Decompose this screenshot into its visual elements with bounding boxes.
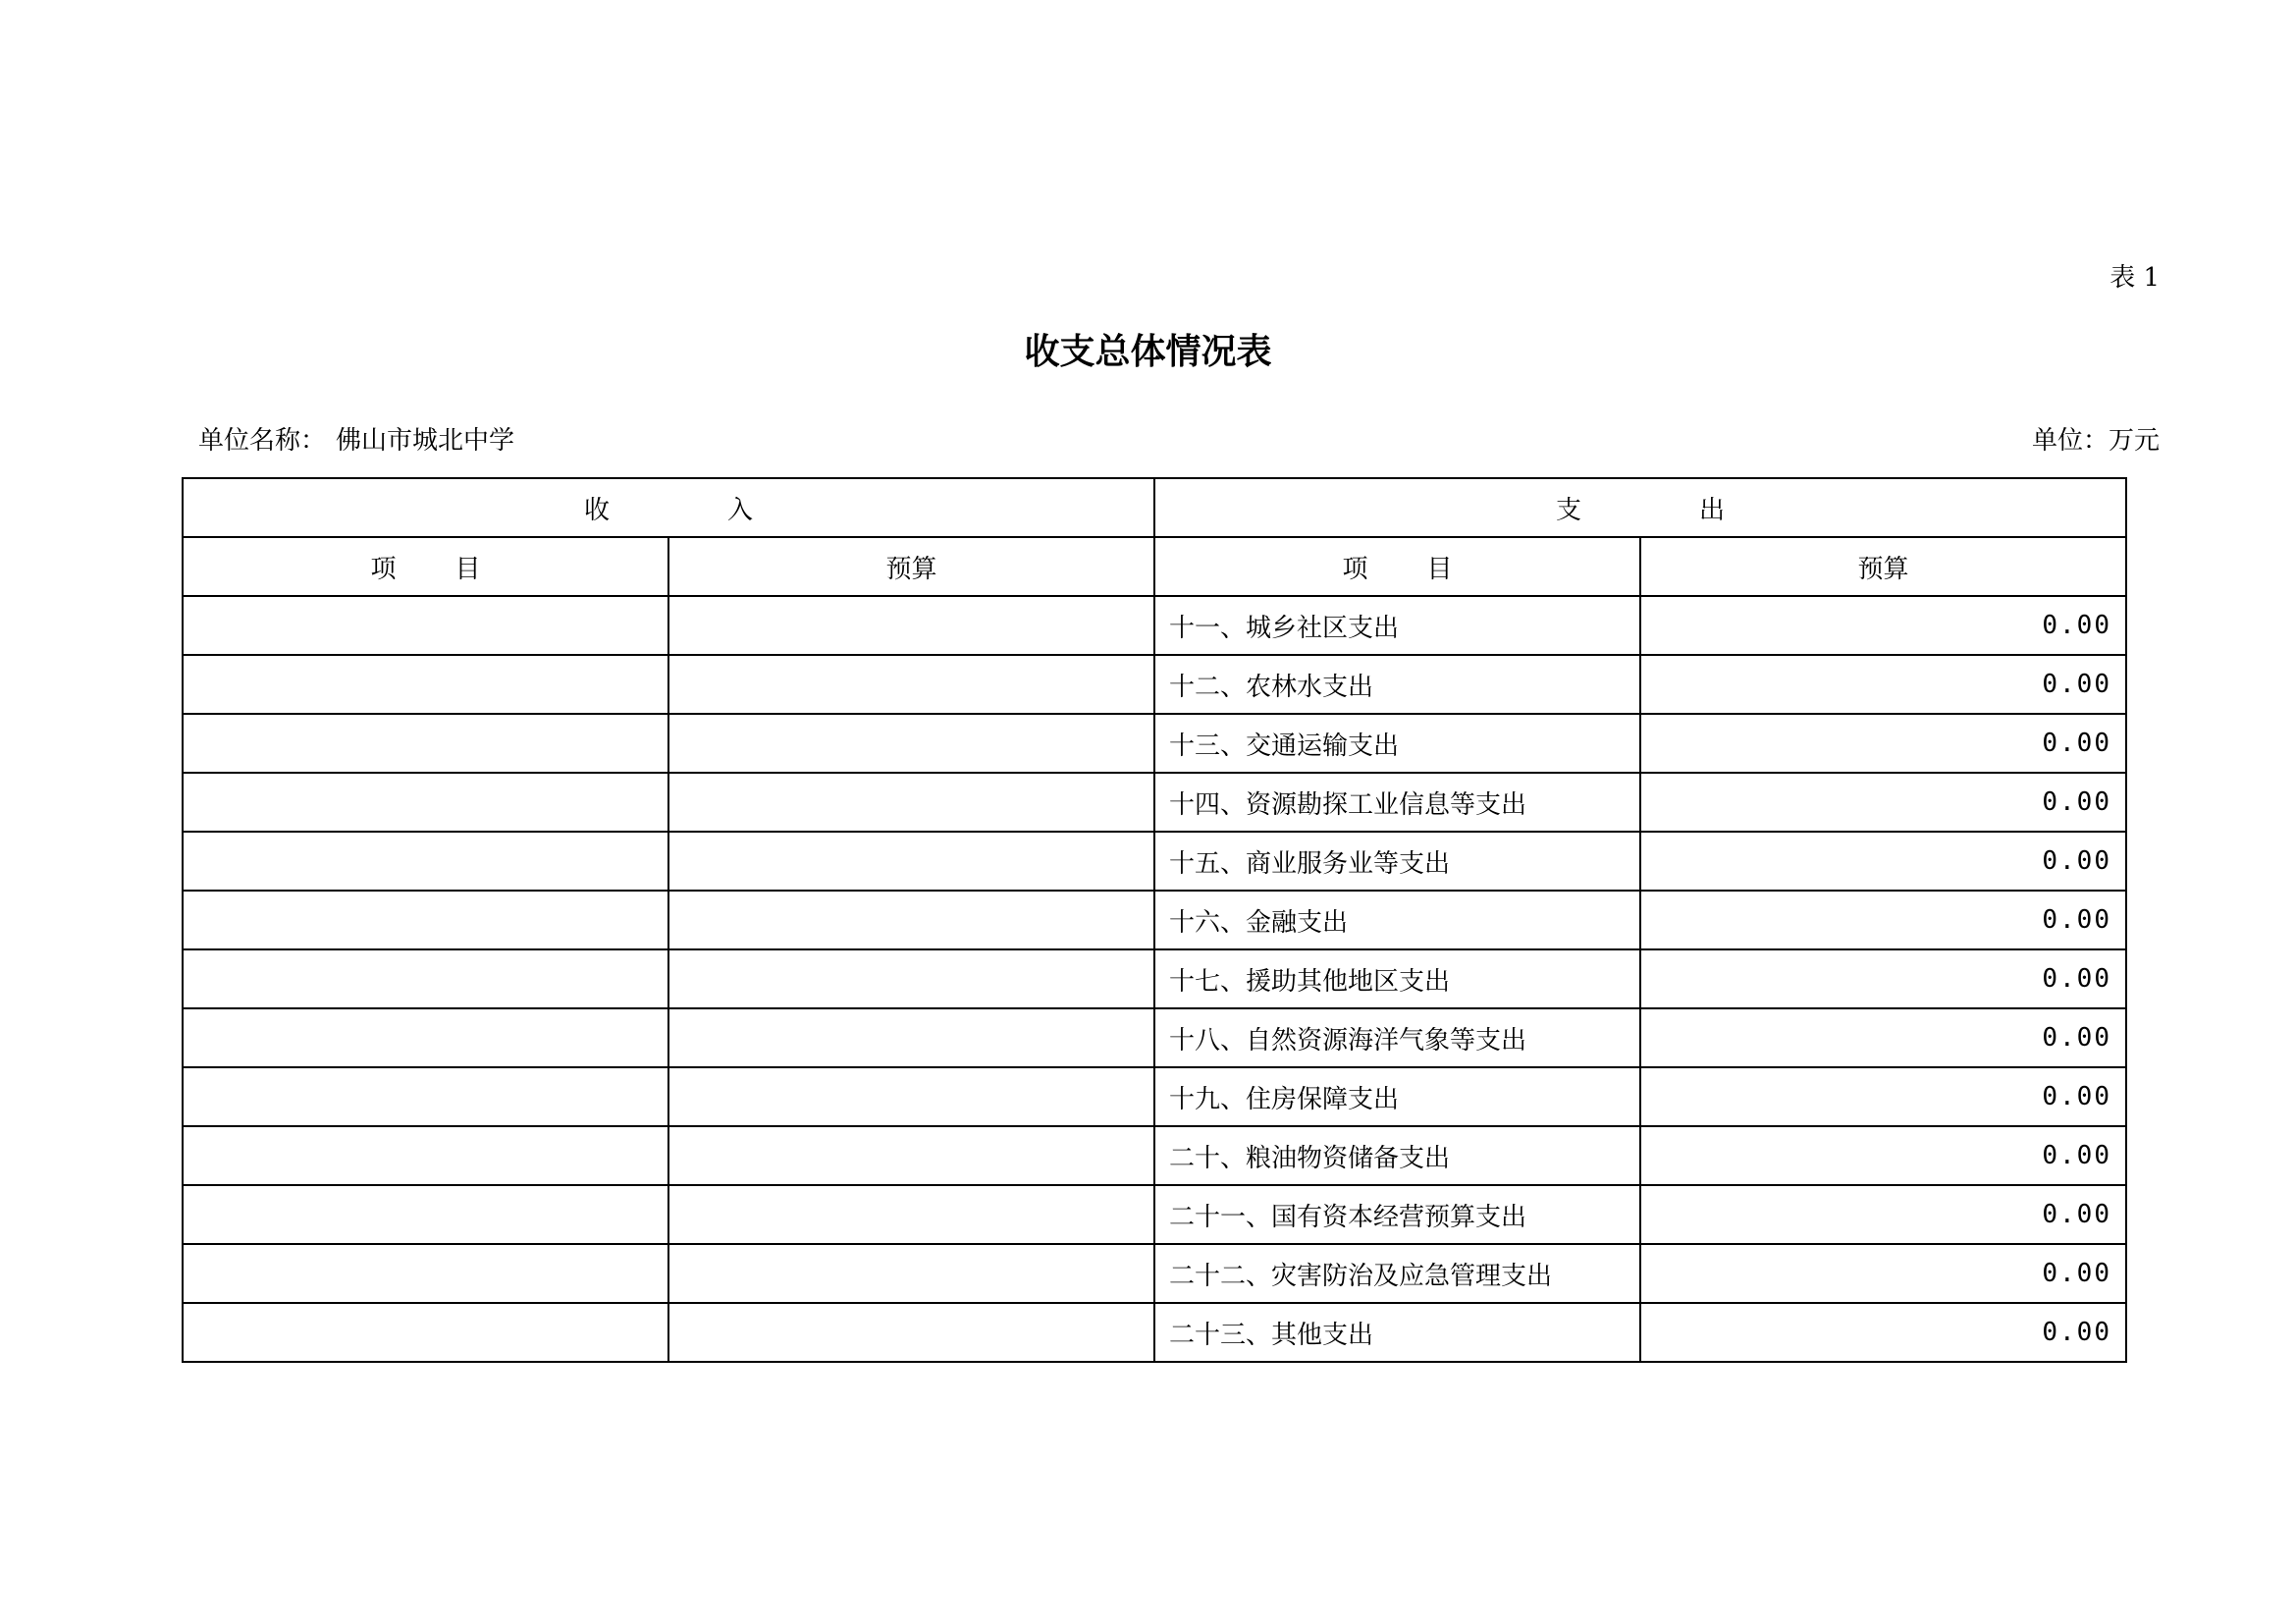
income-item-cell (183, 714, 668, 773)
income-item-cell (183, 1067, 668, 1126)
table-row (183, 1303, 2126, 1362)
expense-group-label-a: 支 (1555, 495, 1581, 525)
income-budget-header: 预算 (668, 537, 1154, 596)
income-item-cell (183, 891, 668, 949)
income-item-header-a: 项 (370, 554, 397, 584)
income-budget-cell (668, 949, 1154, 1008)
income-budget-cell (668, 1008, 1154, 1067)
expense-item-header-a: 项 (1342, 554, 1368, 584)
expense-budget-cell: 0.00 (1640, 832, 2126, 891)
expense-budget-header: 预算 (1640, 537, 2126, 596)
expense-budget-cell: 0.00 (1640, 891, 2126, 949)
income-group-label-b: 入 (727, 495, 754, 525)
expense-budget-cell: 0.00 (1640, 949, 2126, 1008)
expense-item-cell: 十三、交通运输支出 (1154, 714, 1640, 773)
expense-item-cell: 十八、自然资源海洋气象等支出 (1154, 1008, 1640, 1067)
table-row (183, 832, 2126, 891)
expense-group-header (1154, 478, 2126, 537)
income-item-cell (183, 1008, 668, 1067)
expense-item-cell: 十六、金融支出 (1154, 891, 1640, 949)
expense-budget-cell: 0.00 (1640, 1244, 2126, 1303)
table-number: 表 1 (2109, 263, 2160, 293)
table-row (183, 714, 2126, 773)
expense-item-cell: 二十三、其他支出 (1154, 1303, 1640, 1362)
expense-item-cell: 十五、商业服务业等支出 (1154, 832, 1640, 891)
income-budget-cell (668, 714, 1154, 773)
income-budget-cell (668, 891, 1154, 949)
expense-item-cell: 十二、农林水支出 (1154, 655, 1640, 714)
expense-budget-cell: 0.00 (1640, 655, 2126, 714)
income-budget-cell (668, 1067, 1154, 1126)
income-item-cell (183, 1303, 668, 1362)
expense-item-cell: 二十、粮油物资储备支出 (1154, 1126, 1640, 1185)
income-budget-cell (668, 1303, 1154, 1362)
table-row (183, 773, 2126, 832)
table-row (183, 1008, 2126, 1067)
income-budget-cell (668, 1185, 1154, 1244)
income-item-cell (183, 832, 668, 891)
income-item-cell (183, 1126, 668, 1185)
group-header-row (183, 478, 2126, 537)
page-title: 收支总体情况表 (1024, 332, 1272, 372)
table-row (183, 596, 2126, 655)
table-row (183, 949, 2126, 1008)
expense-budget-cell: 0.00 (1640, 1126, 2126, 1185)
income-item-cell (183, 949, 668, 1008)
expense-budget-cell: 0.00 (1640, 1067, 2126, 1126)
income-item-cell (183, 596, 668, 655)
expense-item-header (1154, 537, 1640, 596)
column-header-row (183, 537, 2126, 596)
table-row (183, 655, 2126, 714)
table-row (183, 1126, 2126, 1185)
income-item-cell (183, 773, 668, 832)
income-item-header (183, 537, 668, 596)
expense-budget-cell: 0.00 (1640, 773, 2126, 832)
expense-group-label-b: 出 (1699, 495, 1726, 525)
income-budget-cell (668, 1244, 1154, 1303)
budget-table (182, 477, 2127, 1363)
unit-name-value: 佛山市城北中学 (336, 426, 515, 456)
income-budget-cell (668, 655, 1154, 714)
income-group-label-a: 收 (583, 495, 610, 525)
expense-budget-cell: 0.00 (1640, 1303, 2126, 1362)
table-row (183, 1067, 2126, 1126)
income-item-header-b: 目 (454, 554, 481, 584)
income-item-cell (183, 1244, 668, 1303)
expense-budget-cell: 0.00 (1640, 1008, 2126, 1067)
income-item-cell (183, 655, 668, 714)
income-budget-cell (668, 832, 1154, 891)
income-budget-cell (668, 596, 1154, 655)
income-budget-cell (668, 773, 1154, 832)
table-row (183, 891, 2126, 949)
expense-budget-cell: 0.00 (1640, 714, 2126, 773)
table-row (183, 1244, 2126, 1303)
unit-name-label: 单位名称： (198, 426, 327, 456)
expense-item-cell: 十一、城乡社区支出 (1154, 596, 1640, 655)
expense-item-cell: 十九、住房保障支出 (1154, 1067, 1640, 1126)
expense-item-cell: 二十二、灾害防治及应急管理支出 (1154, 1244, 1640, 1303)
expense-budget-cell: 0.00 (1640, 596, 2126, 655)
table-row (183, 1185, 2126, 1244)
expense-item-cell: 十七、援助其他地区支出 (1154, 949, 1640, 1008)
expense-item-cell: 二十一、国有资本经营预算支出 (1154, 1185, 1640, 1244)
unit-measure: 单位：万元 (2031, 426, 2160, 456)
expense-item-header-b: 目 (1426, 554, 1453, 584)
expense-budget-cell: 0.00 (1640, 1185, 2126, 1244)
income-item-cell (183, 1185, 668, 1244)
income-budget-cell (668, 1126, 1154, 1185)
expense-item-cell: 十四、资源勘探工业信息等支出 (1154, 773, 1640, 832)
income-group-header (183, 478, 1154, 537)
